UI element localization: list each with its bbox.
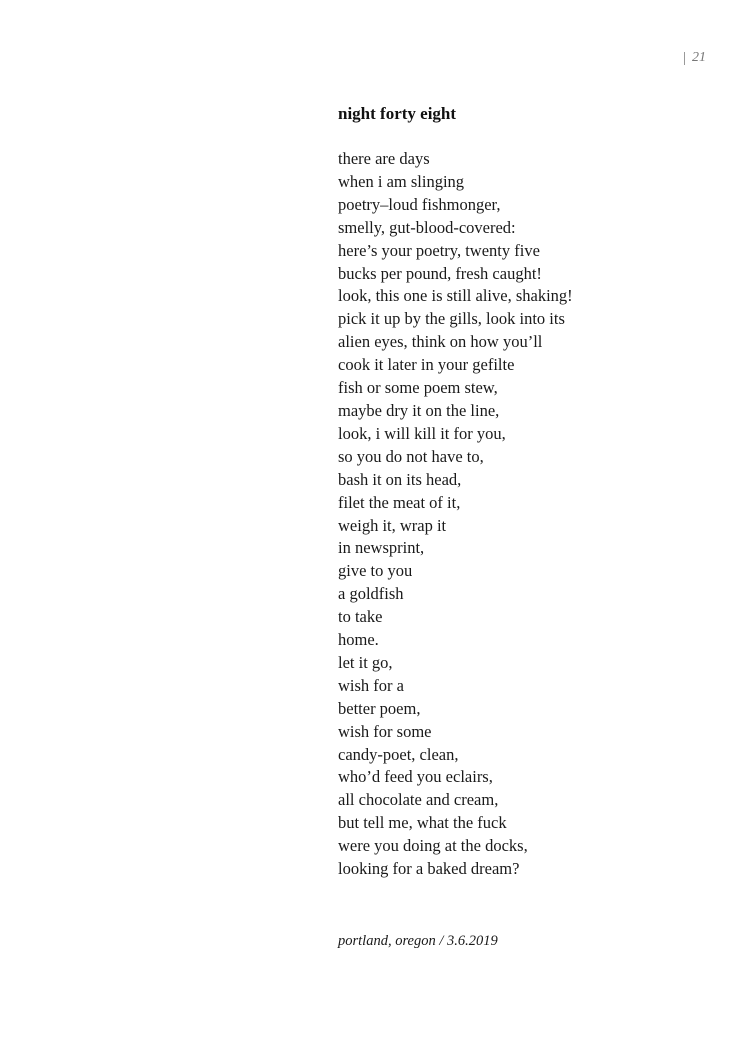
poem-line: bucks per pound, fresh caught! — [338, 263, 542, 283]
poem — [338, 102, 738, 881]
poem-line: were you doing at the docks, — [338, 836, 528, 856]
poem-title: night forty eight — [338, 104, 457, 123]
page-number — [684, 50, 706, 66]
poem-line: to take — [338, 607, 383, 627]
poem-line: smelly, gut-blood-covered: — [338, 217, 516, 237]
poem-line: weigh it, wrap it — [338, 515, 447, 535]
poem-line: fish or some poem stew, — [338, 378, 498, 398]
poem-line: in newsprint, — [338, 538, 425, 558]
poem-line: let it go, — [338, 652, 393, 672]
poem-line: all chocolate and cream, — [338, 790, 499, 810]
poem-line: looking for a baked dream? — [338, 859, 520, 879]
poem-line: but tell me, what the fuck — [338, 813, 507, 833]
poem-line: a goldfish — [338, 584, 404, 604]
poem-line: bash it on its head, — [338, 469, 462, 489]
poem-lines — [338, 148, 738, 881]
poem-line: wish for a — [338, 675, 404, 695]
poem-line: better poem, — [338, 698, 421, 718]
poem-line: wish for some — [338, 721, 432, 741]
poem-line: look, this one is still alive, shaking! — [338, 286, 573, 306]
poem-line: here’s your poetry, twenty five — [338, 240, 540, 260]
poem-line: home. — [338, 630, 379, 650]
poem-line: so you do not have to, — [338, 446, 484, 466]
poem-signature: portland, oregon / 3.6.2019 — [338, 933, 498, 949]
poem-line: maybe dry it on the line, — [338, 400, 500, 420]
poem-line: give to you — [338, 561, 413, 581]
poem-line: pick it up by the gills, look into its — [338, 309, 565, 329]
poem-line: filet the meat of it, — [338, 492, 461, 512]
poem-line: who’d feed you eclairs, — [338, 767, 493, 787]
poem-line: cook it later in your gefilte — [338, 355, 515, 375]
page-number-divider — [684, 52, 685, 65]
poem-line: look, i will kill it for you, — [338, 423, 506, 443]
poem-line: there are days — [338, 149, 430, 168]
page-number-text: 21 — [692, 50, 706, 65]
poem-line: candy-poet, clean, — [338, 744, 459, 764]
poem-line: alien eyes, think on how you’ll — [338, 332, 543, 352]
poem-line: when i am slinging — [338, 171, 465, 191]
poem-line: poetry–loud fishmonger, — [338, 194, 501, 214]
